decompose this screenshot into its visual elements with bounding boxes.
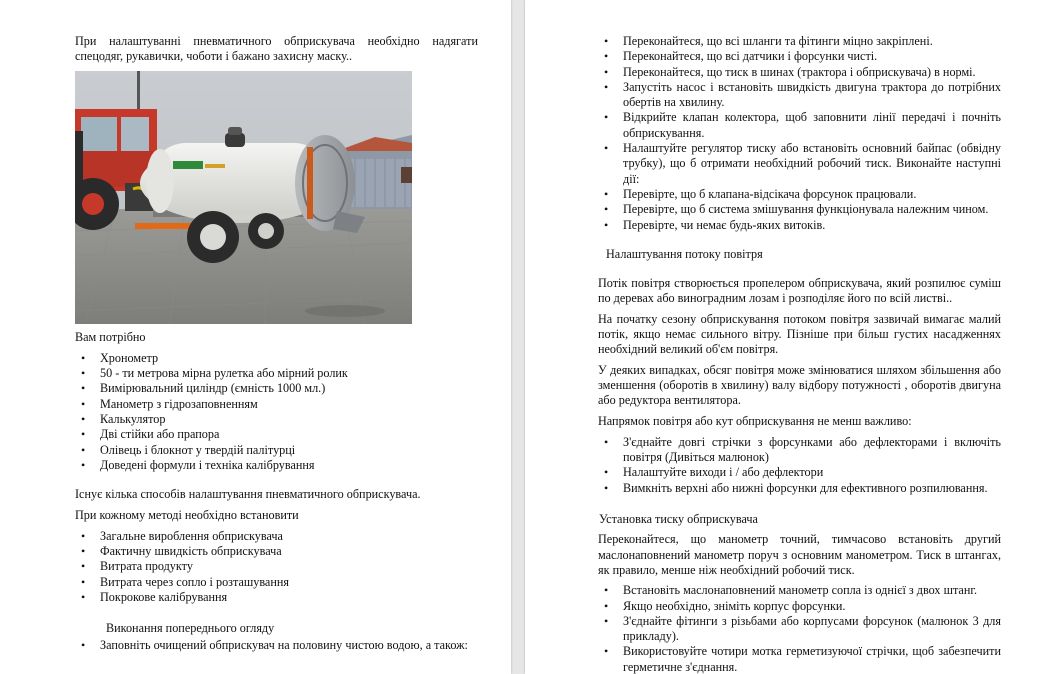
list-item: • Загальне вироблення обприскувача — [75, 529, 478, 544]
list-item: • Вимкніть верхні або нижні форсунки для ефективного розпилювання. — [598, 481, 1001, 496]
need-title: Вам потрібно — [75, 329, 146, 344]
airflow-paragraph-1: Потік повітря створюється пропелером обприскувача, який розпилює суміш по деревах або виноградним лозам і розподіляє його по всій листві.. — [598, 276, 1001, 306]
direction-paragraph: Напрямок повітря або кут обприскування не менш важливо: — [598, 413, 912, 428]
pressure-paragraph: Переконайтеся, що манометр точний, тимчасово встановіть другий маслонаповнений манометр поруч з основним манометром. Тиск в штангах, як правило, менше ніж необхідний робочий тиск. — [598, 532, 1001, 577]
list-item: • Манометр з гідрозаповненням — [75, 397, 478, 412]
need-list — [75, 351, 478, 473]
inspection-list — [75, 638, 478, 653]
direction-list — [598, 435, 1001, 496]
list-item: • Доведені формули і техніка калібрування — [75, 458, 478, 473]
list-item: • Перевірте, що б система змішування функціонувала належним чином. — [598, 202, 1001, 217]
list-item: • З'єднайте фітинги з різьбами або корпусами форсунок (малюнок 3 для прикладу). — [598, 614, 1001, 645]
check-list — [598, 34, 1001, 233]
list-item: • Використовуйте чотири мотка герметизуючої стрічки, щоб забезпечити герметичне з'єднання. — [598, 644, 1001, 674]
page-content-right — [598, 34, 1001, 674]
list-item: • Запустіть насос і встановіть швидкість двигуна трактора до потрібних обертів на хвилину. — [598, 80, 1001, 111]
list-item: • Калькулятор — [75, 412, 478, 427]
inspection-title: Виконання попереднього огляду — [106, 621, 275, 636]
list-item: • Витрата через сопло і розташування — [75, 575, 478, 590]
set-list — [75, 529, 478, 605]
list-item: • 50 - ти метрова мірна рулетка або мірний ролик — [75, 366, 478, 381]
list-item: • Перевірте, що б клапана-відсікача форсунок працювали. — [598, 187, 1001, 202]
list-item: • Якщо необхідно, зніміть корпус форсунки. — [598, 599, 1001, 614]
list-item: • Фактичну швидкість обприскувача — [75, 544, 478, 559]
list-item: • Відкрийте клапан колектора, щоб заповнити лінії передачі і почніть обприскування. — [598, 110, 1001, 141]
list-item: • Налаштуйте регулятор тиску або встановіть основний байпас (обвідну трубку), що б отримати необхідний робочий тиск. Виконайте наступні дії: — [598, 141, 1001, 187]
list-item: • Налаштуйте виходи і / або дефлектори — [598, 465, 1001, 480]
list-item: • Дві стійки або прапора — [75, 427, 478, 442]
methods-paragraph: Існує кілька способів налаштування пневматичного обприскувача. — [75, 487, 421, 502]
list-item: • Хронометр — [75, 351, 478, 366]
list-item: • Витрата продукту — [75, 559, 478, 574]
document-page-left — [0, 0, 511, 674]
list-item: • Олівець і блокнот у твердій палітурці — [75, 443, 478, 458]
list-item: • Покрокове калібрування — [75, 590, 478, 605]
list-item: • Перевірте, чи немає будь-яких витоків. — [598, 218, 1001, 233]
airflow-paragraph-3: У деяких випадках, обсяг повітря може змінюватися шляхом збільшення або зменшення (оборотів в хвилину) валу відбору потужності , оборотів двигуна або редуктора вентилятора. — [598, 362, 1001, 408]
document-page-right — [525, 0, 1037, 674]
airflow-title: Налаштування потоку повітря — [606, 246, 763, 261]
list-item: • З'єднайте довгі стрічки з форсунками або дефлекторами і включіть повітря (Дивіться малюнок) — [598, 435, 1001, 466]
page-content-left — [75, 34, 478, 653]
list-item: • Встановіть маслонаповнений манометр сопла із однієї з двох штанг. — [598, 583, 1001, 598]
sprayer-photo — [75, 71, 412, 324]
pressure-list — [598, 583, 1001, 674]
set-title: При кожному методі необхідно встановити — [75, 507, 299, 522]
list-item: • Переконайтеся, що тиск в шинах (трактора і обприскувача) в нормі. — [598, 65, 1001, 80]
intro-paragraph: При налаштуванні пневматичного обприскувача необхідно надягати спецодяг, рукавички, чоботи і бажано захисну маску.. — [75, 34, 478, 64]
list-item: • Переконайтеся, що всі датчики і форсунки чисті. — [598, 49, 1001, 64]
list-item: • Заповніть очищений обприскувач на половину чистою водою, а також: — [75, 638, 478, 653]
airflow-paragraph-2: На початку сезону обприскування потоком повітря зазвичай вимагає малий потік, якщо немає сильного вітру. Пізніше при більш густих насадженнях необхідний великий об'єм повітря. — [598, 311, 1001, 357]
list-item: • Переконайтеся, що всі шланги та фітинги міцно закріплені. — [598, 34, 1001, 49]
pressure-title: Установка тиску обприскувача — [599, 512, 758, 527]
list-item: • Вимірювальний циліндр (ємність 1000 мл.) — [75, 381, 478, 396]
